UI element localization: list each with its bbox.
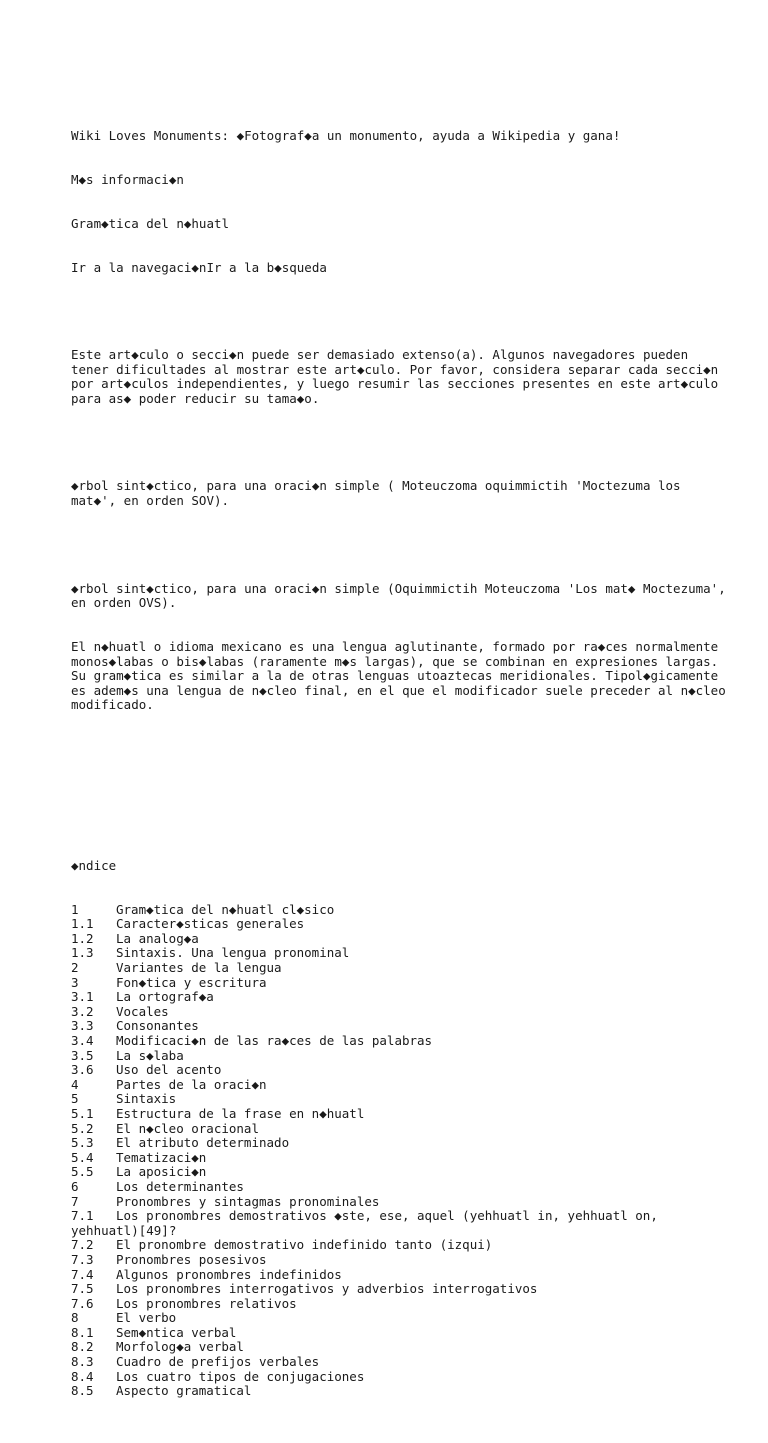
toc-item-number: 6	[71, 1178, 79, 1194]
toc-item-number: 5.2	[71, 1120, 94, 1136]
toc-item-number: 7.6	[71, 1295, 94, 1311]
toc-item-title[interactable]: Los pronombres interrogativos y adverbios interrogativos	[116, 1281, 538, 1297]
toc-item-title[interactable]: La ortograf◆a	[116, 989, 214, 1005]
spacer	[71, 538, 731, 553]
toc-item[interactable]	[71, 1195, 731, 1210]
page-title: Gram◆tica del n◆huatl	[71, 215, 230, 231]
toc-item[interactable]	[71, 1005, 731, 1020]
toc-item-title[interactable]: Modificaci◆n de las ra◆ces de las palabras	[116, 1033, 433, 1048]
more-info-link[interactable]: M◆s informaci◆n	[71, 171, 184, 187]
toc-item-title[interactable]: Pronombres posesivos	[116, 1251, 267, 1267]
toc-item[interactable]	[71, 1253, 731, 1268]
toc-item[interactable]	[71, 1122, 731, 1137]
toc-item-title[interactable]: El verbo	[116, 1310, 177, 1326]
toc-item-title[interactable]: Vocales	[116, 1003, 169, 1019]
toc-item-number: 2	[71, 960, 79, 976]
toc-item[interactable]	[71, 1078, 731, 1093]
toc-item-number: 7.5	[71, 1281, 94, 1297]
toc-item[interactable]	[71, 1326, 731, 1341]
toc-item-title[interactable]: Sintaxis. Una lengua pronominal	[116, 945, 350, 961]
toc-item[interactable]	[71, 946, 731, 961]
toc-item-title[interactable]: La aposici◆n	[116, 1164, 207, 1180]
caption-sov: ◆rbol sint◆ctico, para una oraci◆n simple ( Moteuczoma oquimmictih 'Moctezuma los mat◆', en orden SOV).	[71, 478, 689, 509]
toc-item-title[interactable]: Sem◆ntica verbal	[116, 1324, 237, 1340]
toc-item[interactable]	[71, 917, 731, 932]
toc-item[interactable]	[71, 1165, 731, 1180]
toc-item-number: 3.2	[71, 1003, 94, 1019]
toc-item[interactable]	[71, 1209, 731, 1238]
toc-item[interactable]	[71, 1136, 731, 1151]
toc-heading: ◆ndice	[71, 857, 117, 873]
spacer	[71, 436, 731, 451]
toc-item-number: 3.1	[71, 989, 94, 1005]
toc-item[interactable]	[71, 1238, 731, 1253]
toc-item-title[interactable]: Pronombres y sintagmas pronominales	[116, 1193, 380, 1209]
toc-item[interactable]	[71, 1355, 731, 1370]
toc-item[interactable]	[71, 1034, 731, 1049]
toc-item-number: 3.6	[71, 1062, 94, 1078]
document-page	[71, 100, 734, 1443]
toc-item[interactable]	[71, 1282, 731, 1297]
toc-item-title[interactable]: La analog◆a	[116, 930, 199, 946]
toc-item[interactable]	[71, 976, 731, 991]
length-notice: Este art◆culo o secci◆n puede ser demasiado extenso(a). Algunos navegadores pueden tener dificultades al mostrar este art◆culo. Por favor, considera separar cada secci◆n por art◆culos independientes, y luego resumir las secciones presentes en este art◆culo para as◆ poder reducir su tama◆o.	[71, 347, 726, 406]
toc-item-title[interactable]: Variantes de la lengua	[116, 960, 282, 976]
toc-item-number: 5.1	[71, 1105, 94, 1121]
toc-list	[71, 903, 731, 1399]
toc-item-title[interactable]: Caracter◆sticas generales	[116, 916, 305, 932]
toc-item[interactable]	[71, 1049, 731, 1064]
toc-item-title[interactable]: Partes de la oraci◆n	[116, 1076, 267, 1092]
toc-item-title[interactable]: Estructura de la frase en n◆huatl	[116, 1105, 365, 1121]
toc-item-number: 7.1	[71, 1208, 94, 1224]
spacer	[71, 304, 731, 319]
toc-item-number: 5.3	[71, 1135, 94, 1151]
toc-item-number: 8.5	[71, 1383, 94, 1399]
toc-item-number: 1.1	[71, 916, 94, 932]
toc-item-number: 8.3	[71, 1354, 94, 1370]
toc-item-number: 3.5	[71, 1047, 94, 1063]
toc-item-number: 7.2	[71, 1237, 94, 1253]
toc-item[interactable]	[71, 1311, 731, 1326]
toc-item[interactable]	[71, 1063, 731, 1078]
toc-item-number: 3	[71, 974, 79, 990]
toc-item-title[interactable]: Cuadro de prefijos verbales	[116, 1354, 320, 1370]
toc-item-title[interactable]: Los cuatro tipos de conjugaciones	[116, 1368, 365, 1384]
toc-item-title[interactable]: El pronombre demostrativo indefinido tanto (izqui)	[116, 1237, 493, 1253]
toc-item-number: 3.3	[71, 1018, 94, 1034]
toc-item[interactable]	[71, 990, 731, 1005]
toc-item-title[interactable]: Los pronombres relativos	[116, 1295, 297, 1311]
toc-item-title[interactable]: Gram◆tica del n◆huatl cl◆sico	[116, 901, 335, 917]
toc-item-title[interactable]: Consonantes	[116, 1018, 199, 1034]
spacer	[71, 742, 731, 757]
toc-item-title[interactable]: Los determinantes	[116, 1178, 244, 1194]
toc-item[interactable]	[71, 1180, 731, 1195]
toc-item[interactable]	[71, 1384, 731, 1399]
toc-item-title[interactable]: El n◆cleo oracional	[116, 1120, 259, 1136]
toc-item-number: 8.4	[71, 1368, 94, 1384]
toc-item[interactable]	[71, 1019, 731, 1034]
toc-item-number: 1	[71, 901, 79, 917]
toc-item-title[interactable]: Uso del acento	[116, 1062, 222, 1078]
toc-item[interactable]	[71, 1268, 731, 1283]
toc-item-number: 1.3	[71, 945, 94, 961]
toc-item[interactable]	[71, 1340, 731, 1355]
toc-item-number: 5.5	[71, 1164, 94, 1180]
toc-item[interactable]	[71, 1107, 731, 1122]
toc-item-number: 4	[71, 1076, 79, 1092]
wlm-banner-link[interactable]: Wiki Loves Monuments: ◆Fotograf◆a un monumento, ayuda a Wikipedia y gana!	[71, 128, 621, 144]
toc-item[interactable]	[71, 1297, 731, 1312]
toc-item-title[interactable]: Fon◆tica y escritura	[116, 974, 267, 990]
toc-item-number: 7	[71, 1193, 79, 1209]
toc-item-number: 7.3	[71, 1251, 94, 1267]
intro-paragraph: El n◆huatl o idioma mexicano es una lengua aglutinante, formado por ra◆ces normalmente monos◆labas o bis◆labas (raramente m◆s largas), que se combinan en expresiones largas. Su gram◆tica es similar a la de otras lenguas utoaztecas meridionales. Tipol◆gicamente es adem◆s una lengua de n◆cleo final, en el que el modificador suele preceder al n◆cleo modificado.	[71, 638, 734, 713]
toc-item-number: 5	[71, 1091, 79, 1107]
skip-links[interactable]: Ir a la navegaci◆nIr a la b◆squeda	[71, 259, 327, 275]
toc-item[interactable]	[71, 932, 731, 947]
toc-item[interactable]	[71, 1092, 731, 1107]
caption-ovs: ◆rbol sint◆ctico, para una oraci◆n simple (Oquimmictih Moteuczoma 'Los mat◆ Moctezuma', en orden OVS).	[71, 580, 734, 611]
toc-item-number: 8.1	[71, 1324, 94, 1340]
toc-item-title[interactable]: Algunos pronombres indefinidos	[116, 1266, 342, 1282]
toc-item-title[interactable]: Morfolog◆a verbal	[116, 1339, 244, 1355]
toc-item-title[interactable]: Sintaxis	[116, 1091, 177, 1107]
toc-item-number: 8.2	[71, 1339, 94, 1355]
toc-item-title[interactable]: Aspecto gramatical	[116, 1383, 252, 1399]
toc-item[interactable]	[71, 903, 731, 918]
toc-item-title[interactable]: La s◆laba	[116, 1047, 184, 1063]
toc-item-number: 3.4	[71, 1033, 94, 1048]
toc-item-number: 1.2	[71, 930, 94, 946]
toc-item[interactable]	[71, 1370, 731, 1385]
table-of-contents	[71, 830, 731, 1428]
toc-item-title[interactable]: Los pronombres demostrativos ◆ste, ese, aquel (yehhuatl in, yehhuatl on, yehhuatl)[49]?	[71, 1208, 666, 1238]
toc-item[interactable]	[71, 1151, 731, 1166]
toc-item-number: 8	[71, 1310, 79, 1326]
toc-item-title[interactable]: Tematizaci◆n	[116, 1149, 207, 1165]
spacer	[71, 786, 731, 801]
toc-item[interactable]	[71, 961, 731, 976]
toc-item-title[interactable]: El atributo determinado	[116, 1135, 290, 1151]
toc-item-number: 7.4	[71, 1266, 94, 1282]
toc-item-number: 5.4	[71, 1149, 94, 1165]
